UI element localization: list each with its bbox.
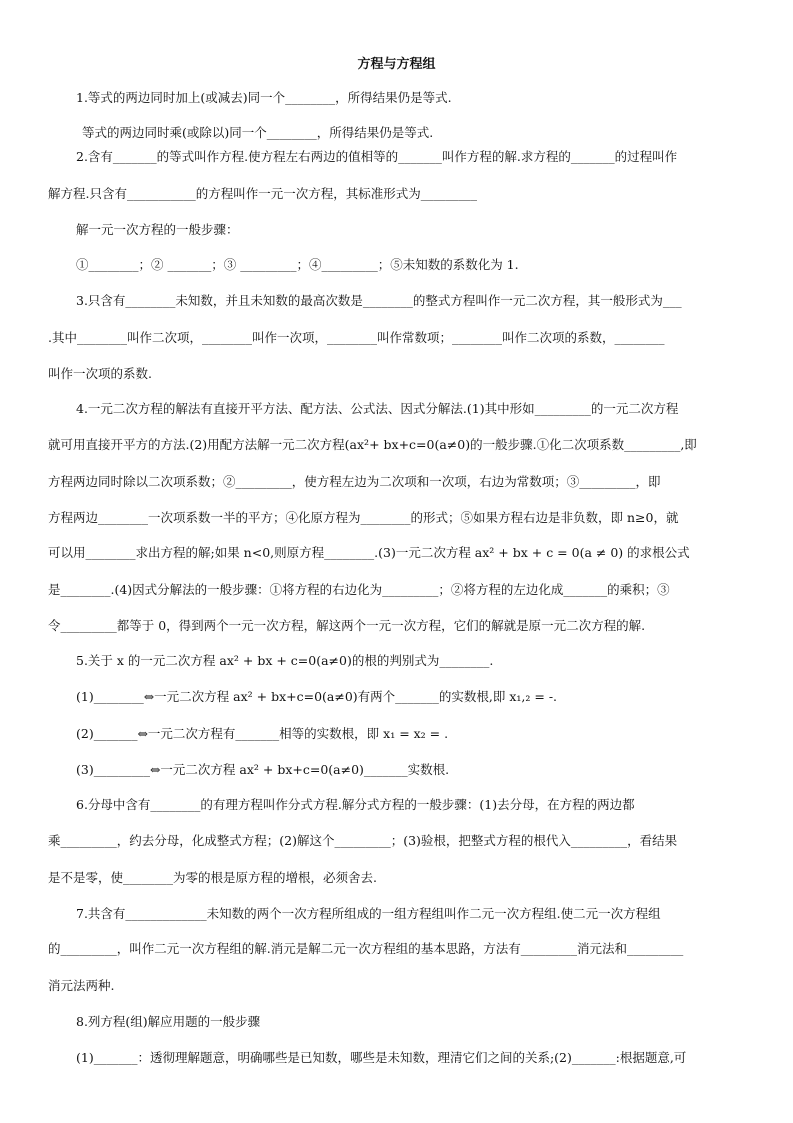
- text-line: 等式的两边同时乘(或除以)同一个________，所得结果仍是等式.: [82, 125, 434, 140]
- text-line: (1)________⇔一元二次方程 ax² + bx+c=0(a≠0)有两个_______的实数根,即 x₁,₂ = -.: [76, 689, 558, 704]
- text-line: 的_________，叫作二元一次方程组的解.消元是解二元一次方程组的基本思路，方法有_________消元法和_________: [48, 941, 684, 956]
- text-line: (2)_______⇔一元二次方程有_______相等的实数根，即 x₁ = x₂ = .: [76, 726, 449, 741]
- text-line: 8.列方程(组)解应用题的一般步骤: [76, 1014, 261, 1029]
- text-line: 乘_________，约去分母，化成整式方程；(2)解这个_________；(3)验根，把整式方程的根代入_________，看结果: [48, 833, 678, 848]
- text-line: 1.等式的两边同时加上(或减去)同一个________，所得结果仍是等式.: [76, 90, 452, 105]
- text-line: 解一元一次方程的一般步骤：: [76, 222, 239, 237]
- text-line: 2.含有_______的等式叫作方程.使方程左右两边的值相等的_______叫作方程的解.求方程的_______的过程叫作: [76, 149, 678, 164]
- text-line: (1)_______：透彻理解题意，明确哪些是已知数，哪些是未知数，理清它们之间的关系;(2)_______:根据题意,可: [76, 1050, 687, 1065]
- text-line: 可以用________求出方程的解;如果 n<0,则原方程________.(3)一元二次方程 ax² + bx + c = 0(a ≠ 0) 的求根公式: [48, 545, 690, 560]
- text-line: 5.关于 x 的一元二次方程 ax² + bx + c=0(a≠0)的根的判别式为________.: [76, 653, 494, 668]
- text-line: 4.一元二次方程的解法有直接开平方法、配方法、公式法、因式分解法.(1)其中形如_________的一元二次方程: [76, 401, 679, 416]
- text-line: 是不是零，使________为零的根是原方程的增根，必须舍去.: [48, 870, 377, 885]
- text-line: (3)_________⇔一元二次方程 ax² + bx+c=0(a≠0)_______实数根.: [76, 762, 450, 777]
- text-line: .其中________叫作二次项，________叫作一次项，________叫作常数项；________叫作二次项的系数，________: [48, 330, 665, 345]
- text-line: 6.分母中含有________的有理方程叫作分式方程.解分式方程的一般步骤：(1)去分母，在方程的两边都: [76, 797, 635, 812]
- text-line: ①________；② _______；③ _________；④_________；⑤未知数的系数化为 1.: [76, 257, 519, 272]
- text-line: 是________.(4)因式分解法的一般步骤：①将方程的右边化为_________；②将方程的左边化成_______的乘积；③: [48, 582, 670, 597]
- text-line: 方程两边同时除以二次项系数；②_________，使方程左边为二次项和一次项，右边为常数项；③_________，即: [48, 474, 661, 489]
- text-line: 就可用直接开平方的方法.(2)用配方法解一元二次方程(ax²+ bx+c=0(a≠0)的一般步骤.①化二次项系数_________,即: [48, 437, 697, 452]
- text-line: 令_________都等于 0，得到两个一元一次方程，解这两个一元一次方程，它们的解就是原一元二次方程的解.: [48, 618, 646, 633]
- text-line: 3.只含有________未知数，并且未知数的最高次数是________的整式方程叫作一元二次方程，其一般形式为___: [76, 293, 682, 308]
- text-line: 解方程.只含有___________的方程叫作一元一次方程，其标准形式为_________: [48, 186, 477, 201]
- text-line: 叫作一次项的系数.: [48, 366, 152, 381]
- text-line: 消元法两种.: [48, 978, 115, 993]
- text-line: 方程两边________一次项系数一半的平方；④化原方程为________的形式；⑤如果方程右边是非负数，即 n≥0，就: [48, 510, 679, 525]
- text-line: 7.共含有_____________未知数的两个一次方程所组成的一组方程组叫作二元一次方程组.使二元一次方程组: [76, 906, 661, 921]
- page-title: 方程与方程组: [357, 57, 436, 72]
